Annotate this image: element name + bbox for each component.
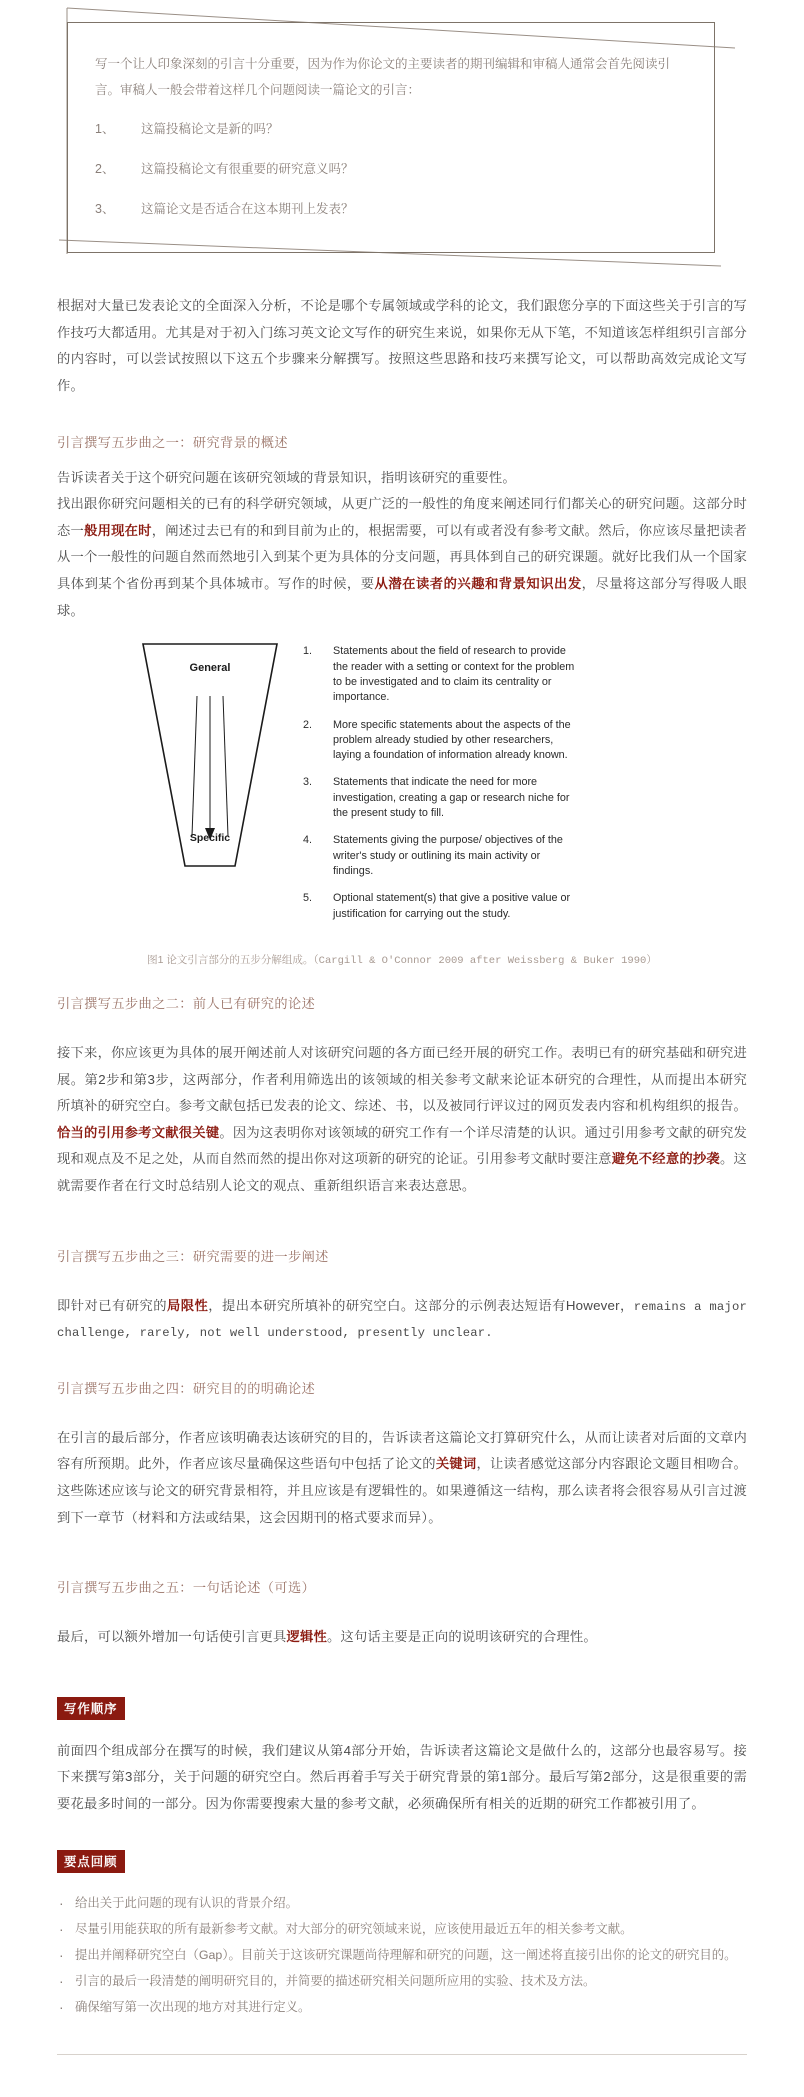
funnel-general-label: General xyxy=(189,662,231,675)
example-phrases: remains a major challenge, rarely, not well understood, presently unclear. xyxy=(57,1299,747,1341)
highlight-quote-box xyxy=(67,22,715,253)
content-column xyxy=(57,0,747,2055)
intro-paragraph: 根据对大量已发表论文的全面深入分析，不论是哪个专属领域或学科的论文，我们跟您分享的下面这些关于引言的写作技巧大都适用。尤其是对于初入门练习英文论文写作的研究生来说，如果你无从下笔，不知道该怎样组织引言部分的内容时，可以尝试按照以下这五个步骤来分解撰写。按照这些思路和技巧来撰写论文，可以帮助高效完成论文写作。 xyxy=(57,298,747,394)
section-heading-5: 引言撰写五步曲之五：一句话论述（可选） xyxy=(57,1580,316,1596)
list-item: · 给出关于此问题的现有认识的背景介绍。 xyxy=(57,1891,747,1915)
list-item: Statements giving the purpose/ objectives of the writer's study or outlining its main activity or findings. xyxy=(333,834,563,878)
text-run: 。因为这表明你对该领域的研究工作有一个详尽清楚的认识。通过引用参考文献的研究发现和观点及不足之处，从而自然而然的提出你对这项新的研究的论证。引用参考文献时要注意 xyxy=(57,1124,747,1167)
writing-order-block xyxy=(57,1697,747,1818)
text-run: 即针对已有研究的 xyxy=(57,1297,168,1313)
list-item: · 尽量引用能获取的所有最新参考文献。对大部分的研究领域来说，应该使用最近五年的相关参考文献。 xyxy=(57,1917,747,1941)
list-item: Statements that indicate the need for more investigation, creating a gap or research niche for the present study to fill. xyxy=(333,776,570,820)
section-heading-1: 引言撰写五步曲之一：研究背景的概述 xyxy=(57,434,288,450)
funnel-shape xyxy=(135,640,285,870)
section-4-paragraph xyxy=(57,1425,747,1531)
text-run: 最后，可以额外增加一句话使引言更具 xyxy=(57,1629,287,1645)
section-2-paragraph xyxy=(57,1040,747,1200)
emphasis-reader-interest: 从潜在读者的兴趣和背景知识出发 xyxy=(374,576,582,591)
text-run: 。这句话主要是正向的说明该研究的合理性。 xyxy=(326,1629,597,1645)
section-1-paragraph-1: 告诉读者关于这个研究问题在该研究领域的背景知识，指明该研究的重要性。 xyxy=(57,469,516,485)
emphasis-plagiarism: 避免不经意的抄袭 xyxy=(611,1151,720,1167)
writing-order-paragraph: 前面四个组成部分在撰写的时候，我们建议从第4部分开始，告诉读者这篇论文是做什么的，这部分也最容易写。接下来撰写第3部分，关于问题的研究空白。然后再着手写关于研究背景的第1部分。最后写第2部分，这是很重要的需要花最多时间的一部分。因为你需要搜索大量的参考文献，必须确保所有相关的近期的研究工作都被引用了。 xyxy=(57,1742,747,1812)
section-3-paragraph xyxy=(57,1293,747,1346)
list-item: · 确保缩写第一次出现的地方对其进行定义。 xyxy=(57,1995,747,2019)
emphasis-citation: 恰当的引用参考文献很关键 xyxy=(57,1124,220,1140)
text-run: 。这就需要作者在行文时总结别人论文的观点、重新组织语言来表达意思。 xyxy=(57,1151,747,1194)
list-item xyxy=(95,199,687,219)
list-item: Statements about the field of research to provide the reader with a setting or context for the problem to be investigated and to claim its centrality or importance. xyxy=(333,645,575,704)
section-heading-3: 引言撰写五步曲之三：研究需要的进一步阐述 xyxy=(57,1248,329,1264)
writing-order-badge: 写作顺序 xyxy=(57,1697,125,1720)
key-review-block xyxy=(57,1850,747,2020)
emphasis-tense: 般用现在时 xyxy=(84,522,152,538)
question-text: 这篇投稿论文是新的吗？ xyxy=(141,122,279,137)
text-run: ，尽量将这部分写得吸人眼球。 xyxy=(57,576,748,618)
list-item: · 提出并阐释研究空白（Gap）。目前关于这该研究课题尚待理解和研究的问题，这一阐述将直接引出你的论文的研究目的。 xyxy=(57,1943,747,1967)
question-number: 3、 xyxy=(95,202,115,217)
list-item xyxy=(95,159,687,179)
quote-box-intro: 写一个让人印象深刻的引言十分重要，因为作为你论文的主要读者的期刊编辑和审稿人通常会首先阅读引言。审稿人一般会带着这样几个问题阅读一篇论文的引言： xyxy=(95,57,671,97)
bottom-divider xyxy=(57,2054,747,2055)
question-number: 1、 xyxy=(95,122,115,137)
text-run: ，让读者感觉这部分内容跟论文题目相吻合。这些陈述应该与论文的研究背景相符，并且应该是有逻辑性的。如果遵循这一结构，那么读者将会很容易从引言过渡到下一章节（材料和方法或结果，这会因期刊的格式要求而异）。 xyxy=(57,1456,747,1525)
section-heading-2: 引言撰写五步曲之二：前人已有研究的论述 xyxy=(57,996,316,1012)
text-run: ，提出本研究所填补的研究空白。这部分的示例表达短语有However， xyxy=(208,1297,634,1313)
text-run: 接下来，你应该更为具体的展开阐述前人对该研究问题的各方面已经开展的研究工作。表明已有的研究基础和研究进展。第2步和第3步，这两部分，作者利用筛选出的该领域的相关参考文献来论证本研究的合理性，从而提出本研究所填补的研究空白。参考文献包括已发表的论文、综述、书，以及被同行评议过的网页发表内容和机构组织的报告。 xyxy=(57,1045,747,1114)
text-run: ，阐述过去已有的和到目前为止的，根据需要，可以有或者没有参考文献。然后，你应该尽量把读者从一个一般性的问题自然而然地引入到某个更为具体的分支问题，再具体到自己的研究课题。就好比我们从一个国家具体到某个省份再到某个具体城市。写作的时候，要 xyxy=(57,522,747,591)
emphasis-logic: 逻辑性 xyxy=(286,1629,327,1645)
list-item: More specific statements about the aspects of the problem already studied by other researchers, laying a foundation of information already known. xyxy=(333,718,571,762)
question-text: 这篇论文是否适合在这本期刊上发表？ xyxy=(141,202,354,217)
text-run: 找出跟你研究问题相关的已有的科学研究领域，从更广泛的一般性的角度来阐述同行们都关心的研究问题。这部分时态一 xyxy=(57,496,747,538)
question-text: 这篇投稿论文有很重要的研究意义吗？ xyxy=(141,162,354,177)
funnel-specific-label: Specific xyxy=(189,832,231,845)
funnel-step-list xyxy=(285,644,747,934)
emphasis-keywords: 关键词 xyxy=(435,1456,477,1472)
figure-caption xyxy=(57,952,747,967)
figure-caption-cn: 图1 论文引言部分的五步分解组成。 xyxy=(147,954,314,967)
list-item: · 引言的最后一段清楚的阐明研究目的，并简要的描述研究相关问题所应用的实验、技术及方法。 xyxy=(57,1969,747,1993)
list-item: Optional statement(s) that give a positive value or justification for carrying out the study. xyxy=(333,892,571,920)
question-number: 2、 xyxy=(95,162,115,177)
funnel-figure xyxy=(57,640,747,934)
figure-caption-ref: （Cargill & O'Connor 2009 after Weissberg & Buker 1990） xyxy=(313,955,657,968)
emphasis-limitation: 局限性 xyxy=(167,1297,209,1313)
section-heading-4: 引言撰写五步曲之四：研究目的的明确论述 xyxy=(57,1380,316,1396)
key-review-list xyxy=(57,1891,747,2020)
section-1-paragraph-2 xyxy=(57,491,747,624)
list-item xyxy=(95,119,687,139)
text-run: 在引言的最后部分，作者应该明确表达该研究的目的，告诉读者这篇论文打算研究什么，从而让读者对后面的文章内容有所预期。此外，作者应该尽量确保这些语句中包括了论文的 xyxy=(57,1429,747,1472)
section-5-paragraph xyxy=(57,1624,747,1651)
reviewer-question-list xyxy=(95,119,687,219)
key-review-badge: 要点回顾 xyxy=(57,1850,125,1873)
